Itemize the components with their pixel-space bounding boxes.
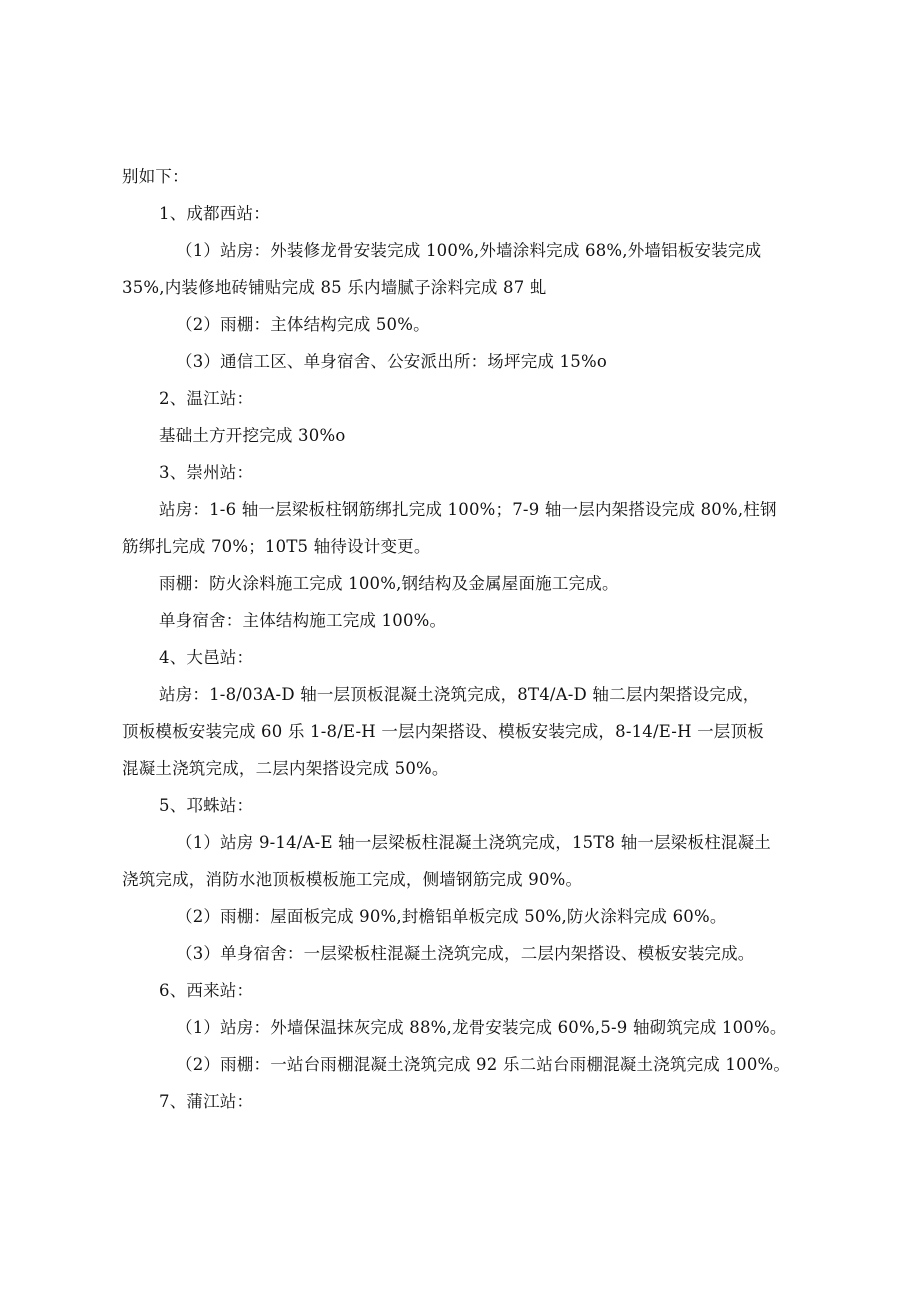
- text-line: （1）站房 9-14/A-E 轴一层梁板柱混凝土浇筑完成，15T8 轴一层梁板柱混凝土: [176, 833, 771, 852]
- text-line: （3）通信工区、单身宿舍、公安派出所：场坪完成 15%o: [176, 352, 607, 371]
- text-line: 顶板模板安装完成 60 乐 1-8/E-H 一层内架搭设、模板安装完成，8-14/E-H 一层顶板: [122, 722, 764, 741]
- text-line: 35%,内装修地砖铺贴完成 85 乐内墙腻子涂料完成 87 虬: [122, 278, 547, 297]
- text-line: （2）雨棚：屋面板完成 90%,封檐铝单板完成 50%,防火涂料完成 60%。: [176, 907, 727, 926]
- section-heading-wenjiang: 2、温江站：: [159, 389, 254, 408]
- text-line: 单身宿舍：主体结构施工完成 100%。: [159, 611, 447, 630]
- text-line: 浇筑完成，消防水池顶板模板施工完成，侧墙钢筋完成 90%。: [122, 870, 583, 889]
- text-line: （1）站房：外装修龙骨安装完成 100%,外墙涂料完成 68%,外墙铝板安装完成: [176, 241, 762, 260]
- text-line: （3）单身宿舍：一层梁板柱混凝土浇筑完成，二层内架搭设、模板安装完成。: [176, 944, 755, 963]
- section-heading-pujiang: 7、蒲江站：: [159, 1092, 254, 1111]
- text-line: （2）雨棚：主体结构完成 50%。: [176, 315, 430, 334]
- text-line: （2）雨棚：一站台雨棚混凝土浇筑完成 92 乐二站台雨棚混凝土浇筑完成 100%。: [176, 1055, 791, 1074]
- text-line: 雨棚：防火涂料施工完成 100%,钢结构及金属屋面施工完成。: [159, 574, 619, 593]
- section-heading-qiongzhu: 5、邛蛛站：: [159, 796, 254, 815]
- text-line: 筋绑扎完成 70%；10T5 轴待设计变更。: [122, 537, 431, 556]
- section-heading-xilai: 6、西来站：: [159, 981, 254, 1000]
- section-heading-chongzhou: 3、崇州站：: [159, 463, 254, 482]
- section-heading-dayi: 4、大邑站：: [159, 648, 254, 667]
- text-line: （1）站房：外墙保温抹灰完成 88%,龙骨安装完成 60%,5-9 轴砌筑完成 100%。: [176, 1018, 787, 1037]
- text-line: 基础土方开挖完成 30%o: [159, 426, 346, 445]
- text-line: 站房：1-8/03A-D 轴一层顶板混凝土浇筑完成，8T4/A-D 轴二层内架搭设完成，: [159, 685, 760, 704]
- text-line: 混凝土浇筑完成，二层内架搭设完成 50%。: [122, 759, 449, 778]
- text-line: 别如下：: [122, 167, 189, 186]
- text-line: 站房：1-6 轴一层梁板柱钢筋绑扎完成 100%；7-9 轴一层内架搭设完成 80%,柱钢: [159, 500, 777, 519]
- section-heading-chengdu-west: 1、成都西站：: [159, 204, 270, 223]
